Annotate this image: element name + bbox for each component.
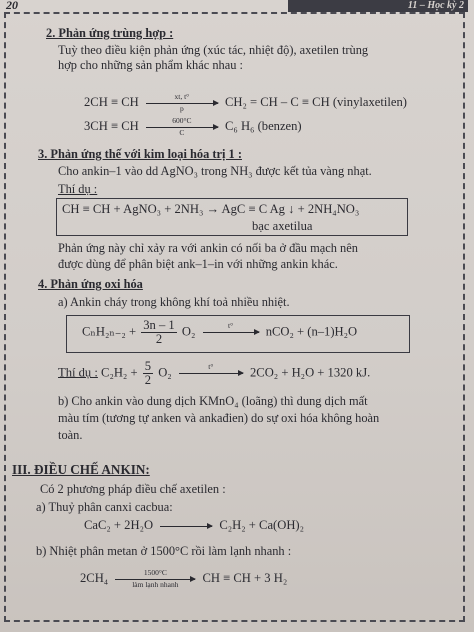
combustion-general-equation [82,319,357,346]
eq2-product: C₆ H₆ (benzen) [225,119,302,133]
b-condition-below: làm lạnh nhanh [132,579,179,589]
a-reactant: CaC₂ + 2H₂O [84,518,154,532]
section-4-a: a) Ankin cháy trong không khí toả nhiều nhiệt. [58,295,290,309]
gen-o2: O₂ [181,324,196,339]
gen-condition: t° [227,321,234,330]
reaction-arrow [203,321,259,333]
reaction-arrow [146,115,218,137]
ex-o2: O₂ [158,365,172,380]
gen-frac-den: 2 [155,332,163,346]
gen-frac-num: 3n – 1 [143,318,175,332]
section-2-title: 2. Phản ứng trùng hợp : [46,26,174,40]
eq2-reactant: 3CH ≡ CH [84,119,139,133]
a-product: C₂H₂ + Ca(OH)₂ [219,518,305,532]
ex-product: 2CO₂ + H₂O + 1320 kJ. [250,365,371,380]
b-condition-above: 1500°C [143,567,167,577]
eq2-condition-below: C [179,127,185,137]
reaction-arrow [160,526,212,527]
section-4-title: 4. Phản ứng oxi hóa [38,277,143,291]
product-name: bạc axetilua [252,219,313,233]
section-3-line2: Phản ứng này chỉ xảy ra với ankin có nối ba ở đầu mạch nên [58,241,358,255]
eq1-condition-above: xt, t° [174,91,190,101]
equation-vinylacetylene [84,91,407,113]
carbide-hydrolysis-equation [84,518,304,533]
gen-product: nCO₂ + (n–1)H₂O [265,324,358,339]
silver-acetylide-equation: CH ≡ CH + AgNO₃ + 2NH₃ → AgC ≡ C Ag ↓ + 2NH₄NO₃ [62,202,360,216]
section-4-b-line3: toàn. [58,428,83,442]
b-product: CH ≡ CH + 3 H₂ [202,571,288,585]
section-2-line2: hợp cho những sản phẩm khác nhau : [58,58,243,72]
ex-frac-den: 2 [144,373,152,387]
section-2-line1: Tuỳ theo điều kiện phản ứng (xúc tác, nhiệt độ), axetilen trùng [58,43,369,57]
eq2-condition-above: 600°C [172,115,192,125]
section-III-title: III. ĐIỀU CHẾ ANKIN: [12,462,150,477]
section-4-b-line2: màu tím (tương tự anken và ankađien) do sự oxi hóa không hoàn [58,411,380,425]
section-4-b-line1: b) Cho ankin vào dung dịch KMnO₄ (loãng) thì dung dịch mất [58,394,368,408]
gen-reactant: CₙH₂ₙ₋₂ + [82,324,137,339]
reaction-arrow [115,567,195,589]
b-reactant: 2CH₄ [80,571,109,585]
eq1-product: CH₂ = CH – C ≡ CH (vinylaxetilen) [225,95,407,109]
page-number: 20 [6,0,18,12]
ex-frac-num: 5 [144,359,152,373]
ex-condition: t° [208,362,214,371]
example-label: Thí dụ : [58,182,98,196]
section-III-b: b) Nhiệt phân metan ở 1500°C rồi làm lạnh nhanh : [36,544,292,558]
section-3-title: 3. Phản ứng thế với kim loại hóa trị 1 : [38,147,242,161]
section-III-intro: Có 2 phương pháp điều chế axetilen : [40,482,226,496]
header-tab: 11 – Học kỳ 2 [288,0,468,12]
eq1-reactant: 2CH ≡ CH [84,95,139,109]
eq1-condition-below: p [179,103,184,113]
reaction-arrow [146,91,218,113]
gen-fraction [141,319,176,346]
section-3-line3: được dùng để phân biệt ank–1–in với những ankin khác. [58,257,338,271]
section-3-line1: Cho ankin–1 vào dd AgNO₃ trong NH₃ được kết tủa vàng nhạt. [58,164,372,178]
example-label: Thí dụ : [58,365,98,380]
methane-pyrolysis-equation [80,567,288,589]
ex-reactant: C₂H₂ + [101,365,138,380]
reaction-arrow [179,362,243,374]
equation-benzene [84,115,302,137]
ex-fraction [143,360,153,387]
combustion-example-equation [58,360,370,387]
section-III-a: a) Thuỷ phân canxi cacbua: [36,500,173,514]
